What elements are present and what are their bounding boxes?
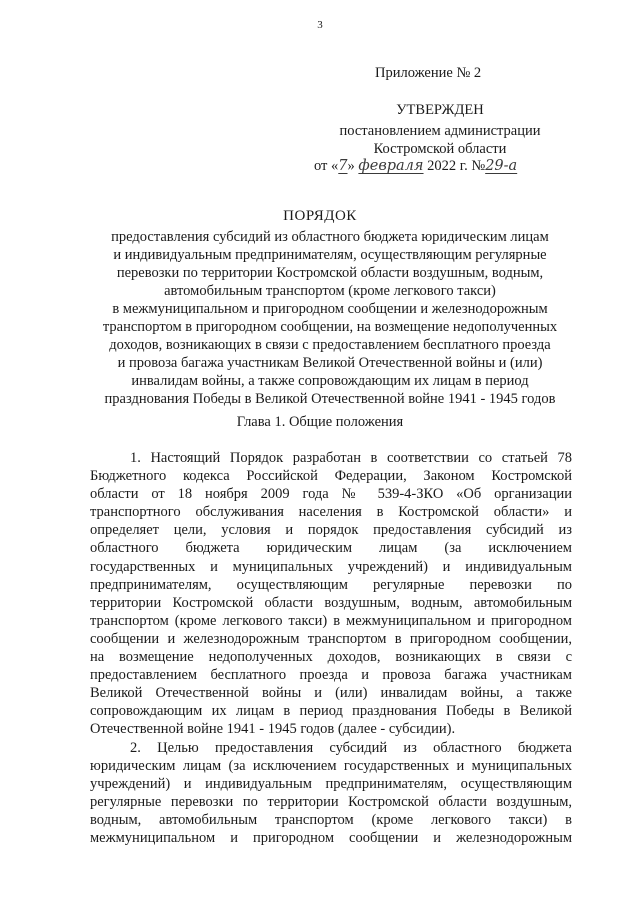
approved-stamp-title: УТВЕРЖДЕН: [396, 102, 484, 118]
page-number: 3: [317, 19, 323, 31]
handwritten-number: 29-а: [485, 158, 518, 174]
paragraph-line: юридическим лицам (за исключением государственных и муниципальных: [90, 757, 572, 774]
paragraph-line: транспортного обслуживания населения в Костромской области» и: [90, 504, 572, 521]
approval-date: [314, 158, 517, 175]
handwritten-day: 7: [338, 158, 348, 174]
subtitle-line: транспортом в пригородном сообщении, на возмещение недополученных: [102, 319, 558, 335]
approval-line-1: постановлением администрации: [339, 123, 541, 139]
paragraph-line: на возмещение недополученных доходов, возникающих в связи с: [90, 649, 572, 666]
paragraph-line: государственных и муниципальных учреждений) и индивидуальным: [90, 558, 572, 575]
paragraph-line: водным, автомобильным транспортом (кроме легкового такси) в: [90, 811, 572, 828]
handwritten-month: февраля: [358, 158, 424, 174]
subtitle-line: и провоза багажа участникам Великой Отечественной войны и (или): [117, 355, 543, 371]
paragraph-line: области от 18 ноября 2009 года № 539-4-ЗКО «Об организации: [90, 486, 572, 503]
subtitle-line: инвалидам войны, а также сопровождающим их лицам в период: [131, 373, 529, 389]
paragraph-1: [90, 449, 572, 739]
subtitle-line: автомобильным транспортом (кроме легкового такси): [164, 283, 496, 299]
document-subtitle: [60, 228, 600, 408]
paragraph-line: транспортом (кроме легкового такси) в межмуниципальном и пригородном: [90, 612, 572, 629]
paragraph-line: 2. Целью предоставления субсидий из областного бюджета: [130, 739, 572, 756]
year-number-label: 2022 г. №: [427, 158, 486, 174]
paragraph-line: Великой Отечественной войны и (или) инвалидам войны, а также: [90, 685, 572, 702]
appendix-label: Приложение № 2: [375, 65, 482, 81]
subtitle-line: перевозки по территории Костромской области воздушным, водным,: [116, 265, 544, 281]
paragraph-line: областного бюджета юридическим лицам (за исключением: [90, 540, 572, 557]
body-text: [90, 449, 572, 847]
date-mid: »: [347, 158, 355, 174]
subtitle-line: в межмуниципальном и пригородном сообщении и железнодорожным: [112, 301, 548, 317]
paragraph-line: территории Костромской области воздушным, водным, автомобильным: [90, 594, 572, 611]
paragraph-2: [90, 739, 572, 848]
paragraph-line: Бюджетного кодекса Российской Федерации, Законом Костромской: [90, 468, 572, 485]
subtitle-line: празднования Победы в Великой Отечественной войне 1941 - 1945 годов: [104, 391, 556, 407]
paragraph-line: Отечественной войне 1941 - 1945 годов (далее - субсидии).: [90, 721, 456, 738]
paragraph-line: определяет цели, условия и порядок предоставления субсидий из: [90, 522, 572, 539]
approval-line-2: Костромской области: [373, 141, 507, 157]
paragraph-line: предпринимателям, осуществляющим регулярные перевозки по: [90, 576, 572, 593]
subtitle-line: и индивидуальным предпринимателям, осуществляющим регулярные: [113, 247, 547, 263]
paragraph-line: сопровождающим их лицам в период празднования Победы в Великой: [90, 703, 572, 720]
subtitle-line: доходов, возникающих в связи с предоставлением бесплатного проезда: [109, 337, 551, 353]
paragraph-line: 1. Настоящий Порядок разработан в соответствии со статьей 78: [130, 450, 572, 466]
paragraph-line: предоставлением бесплатного проезда и провоза багажа участникам: [90, 667, 572, 684]
chapter-heading: Глава 1. Общие положения: [236, 414, 404, 430]
paragraph-line: учреждений) и индивидуальным предпринимателям, осуществляющим: [90, 775, 572, 792]
date-prefix: от «: [314, 158, 339, 174]
subtitle-line: предоставления субсидий из областного бюджета юридическим лицам: [111, 229, 549, 245]
paragraph-line: регулярные перевозки по территории Костромской области воздушным,: [90, 793, 572, 810]
paragraph-line: межмуниципальном и пригородном сообщении и железнодорожным: [90, 829, 572, 846]
paragraph-line: сообщении и железнодорожным транспортом в пригородном сообщении,: [90, 630, 572, 647]
document-title: ПОРЯДОК: [283, 208, 357, 224]
